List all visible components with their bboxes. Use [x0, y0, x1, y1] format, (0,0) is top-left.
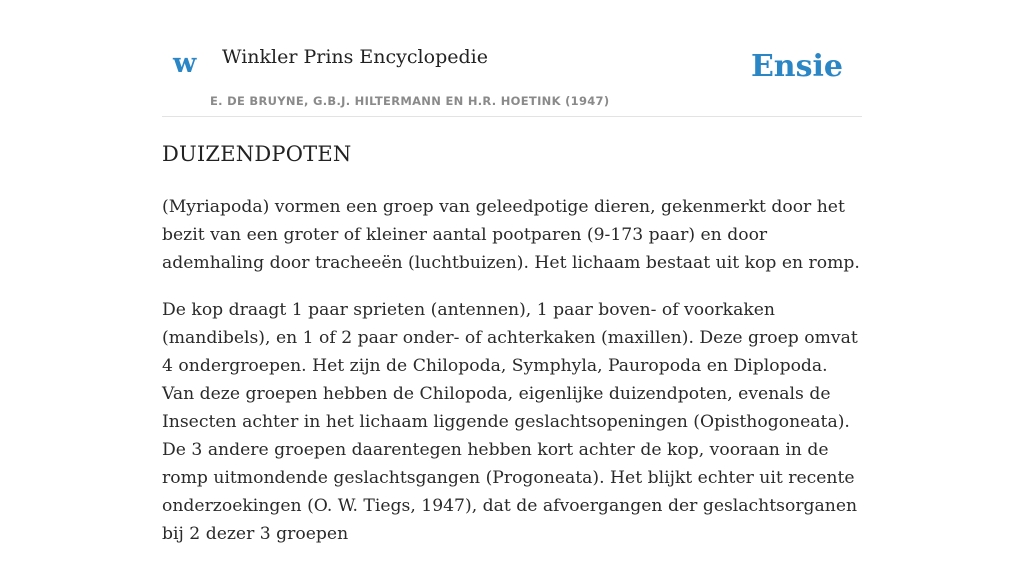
- entry-title: DUIZENDPOTEN: [162, 142, 352, 166]
- entry-paragraph: De kop draagt 1 paar sprieten (antennen), 1 paar boven- of voorkaken (mandibels), en 1 of 2 paar onder- of achterkaken (maxillen). Deze groep omvat 4 ondergroepen. Het zijn de Chilopoda, Symphyla, Pauropoda en Diplopoda. Van deze groepen hebben de Chilopoda, eigenlijke duizendpoten, evenals de Insecten achter in het lichaam liggende geslachtsopeningen (Opisthogoneata). De 3 andere groepen daarentegen hebben kort achter de kop, vooraan in de romp uitmondende geslachtsgangen (Progoneata). Het blijkt echter uit recente onderzoekingen (O. W. Tiegs, 1947), dat de afvoergangen der geslachtsorganen bij 2 dezer 3 groepen: [162, 300, 858, 544]
- ensie-logo[interactable]: Ensie: [750, 49, 843, 84]
- content-container: [162, 0, 862, 544]
- winkler-prins-logo[interactable]: w: [173, 48, 197, 79]
- header: [162, 0, 862, 117]
- entry-body: [162, 193, 862, 567]
- entry-paragraph: (Myriapoda) vormen een groep van geleedpotige dieren, gekenmerkt door het bezit van een groter of kleiner aantal pootparen (9-173 paar) en door ademhaling door tracheeën (luchtbuizen). Het lichaam bestaat uit kop en romp.: [162, 197, 860, 273]
- source-title-link[interactable]: Winkler Prins Encyclopedie: [222, 46, 488, 68]
- source-authors: E. DE BRUYNE, G.B.J. HILTERMANN EN H.R. HOETINK (1947): [210, 94, 610, 108]
